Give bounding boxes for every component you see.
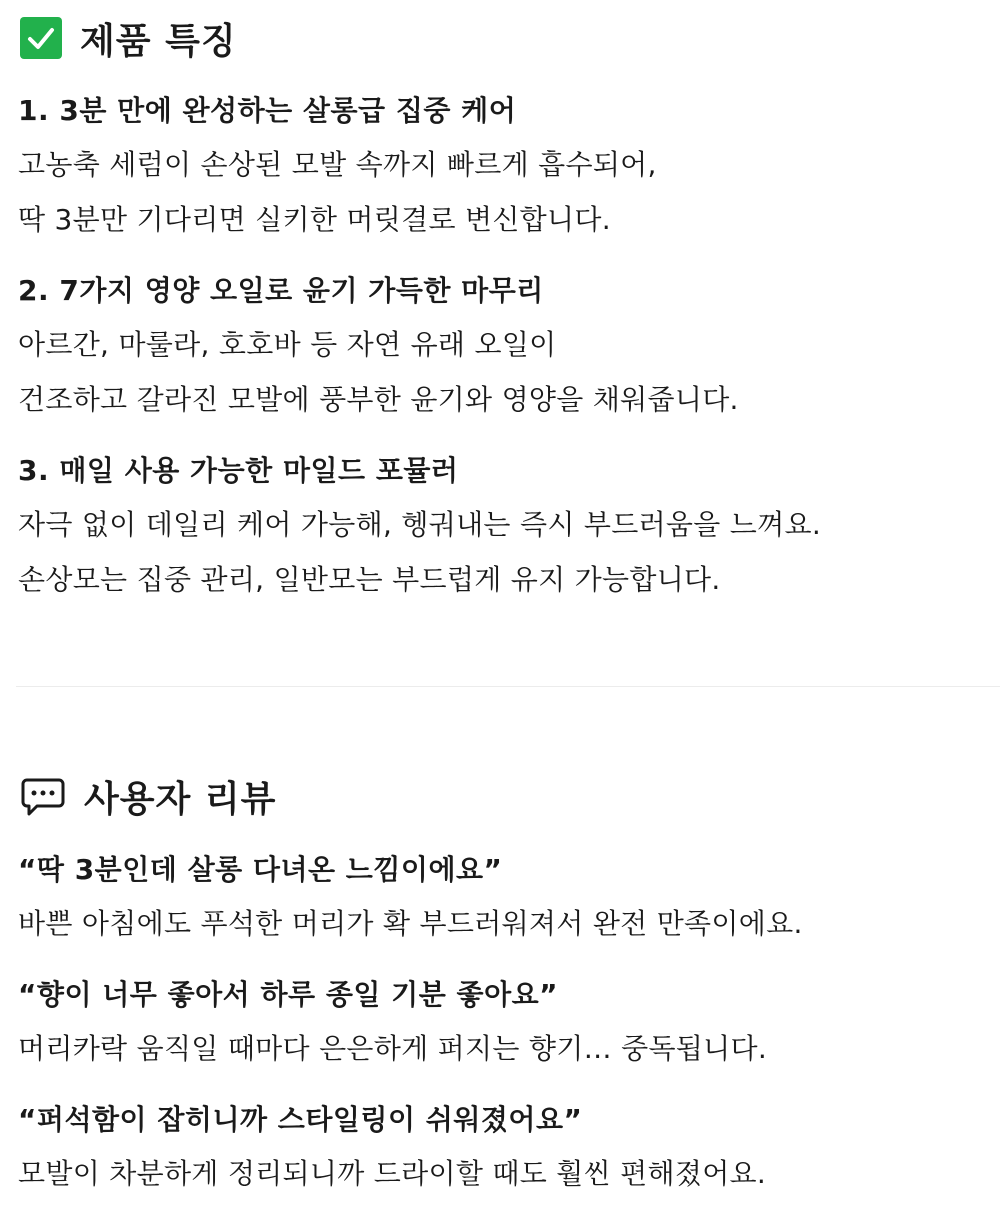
check-mark-icon: [20, 17, 62, 59]
feature-item-3: [18, 451, 990, 600]
feature-text: 딱 3분만 기다리면 실키한 머릿결로 변신합니다.: [18, 203, 611, 236]
feature-text: 아르간, 마룰라, 호호바 등 자연 유래 오일이: [18, 328, 557, 361]
reviews-title: 사용자 리뷰: [84, 778, 277, 820]
feature-item-1: [18, 91, 990, 240]
feature-heading: 2. 7가지 영양 오일로 윤기 가득한 마무리: [18, 274, 544, 307]
review-text: 머리카락 움직일 때마다 은은하게 퍼지는 향기… 중독됩니다.: [18, 1032, 768, 1065]
features-header: [20, 14, 237, 62]
review-item-1: [18, 850, 990, 944]
feature-heading: 3. 매일 사용 가능한 마일드 포뮬러: [18, 454, 459, 487]
features-title: 제품 특징: [80, 20, 237, 62]
feature-text: 고농축 세럼이 손상된 모발 속까지 빠르게 흡수되어,: [18, 148, 657, 181]
review-item-2: [18, 975, 990, 1069]
section-divider: [16, 686, 1000, 687]
feature-text: 건조하고 갈라진 모발에 풍부한 윤기와 영양을 채워줍니다.: [18, 383, 739, 416]
feature-heading: 1. 3분 만에 완성하는 살롱급 집중 케어: [18, 94, 517, 127]
review-text: 모발이 차분하게 정리되니까 드라이할 때도 훨씬 편해졌어요.: [18, 1157, 767, 1190]
review-item-3: [18, 1100, 990, 1194]
review-quote: “퍼석함이 잡히니까 스타일링이 쉬워졌어요”: [18, 1103, 583, 1136]
reviews-header: [20, 772, 276, 820]
speech-bubble-icon: [20, 773, 66, 819]
feature-item-2: [18, 271, 990, 420]
feature-text: 자극 없이 데일리 케어 가능해, 헹궈내는 즉시 부드러움을 느껴요.: [18, 508, 822, 541]
review-quote: “딱 3분인데 살롱 다녀온 느낌이에요”: [18, 853, 503, 886]
review-text: 바쁜 아침에도 푸석한 머리가 확 부드러워져서 완전 만족이에요.: [18, 907, 803, 940]
feature-text: 손상모는 집중 관리, 일반모는 부드럽게 유지 가능합니다.: [18, 563, 721, 596]
review-quote: “향이 너무 좋아서 하루 종일 기분 좋아요”: [18, 978, 559, 1011]
